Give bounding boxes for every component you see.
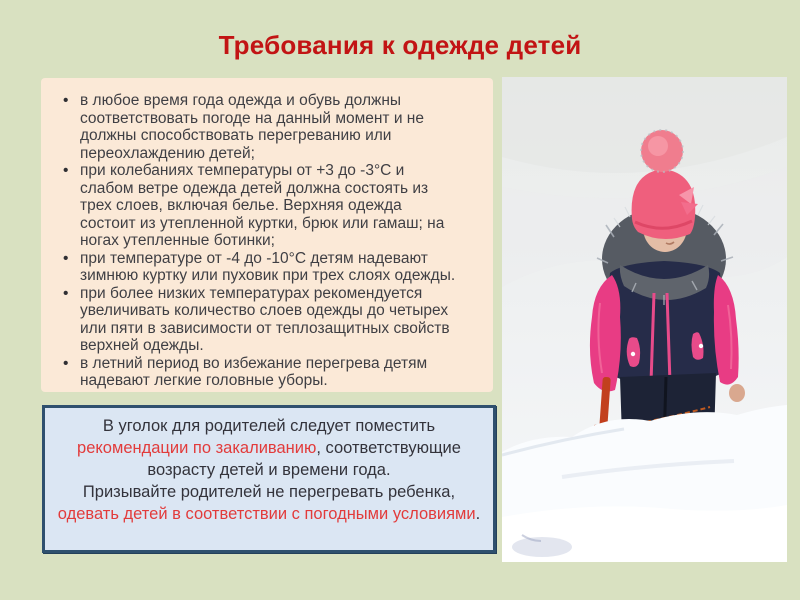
bullet-list: [41, 78, 493, 390]
requirements-box: [41, 78, 493, 392]
note-sentence-1: [55, 415, 483, 481]
note-text: В уголок для родителей следует поместить: [102, 417, 436, 435]
note-text: , соответствующие возрасту детей и времени года.: [147, 439, 461, 479]
bullet-item: • в любое время года одежда и обувь должны соответствовать погоде на данный момент и не должны способствовать перегреванию или переохлаждению детей;: [61, 92, 457, 162]
child-hand: [729, 384, 745, 402]
parents-note-box: [42, 405, 496, 553]
page-title: Требования к одежде детей: [218, 30, 582, 60]
bullet-item: • при колебаниях температуры от +3 до -3°С и слабом ветре одежда детей должна состоять из трех слоев, включая белье. Верхняя одежда состоит из утепленной куртки, брюк или гамаш; на ногах утепленные ботинки;: [61, 162, 457, 250]
bullet-item: • при более низких температурах рекомендуется увеличивать количество слоев одежды до четырех или пяти в зависимости от теплозащитных свойств верхней одежды.: [61, 285, 457, 355]
pom-pom: [641, 130, 683, 172]
bullet-item: • при температуре от -4 до -10°С детям надевают зимнюю куртку или пуховик при трех слоях одежды.: [61, 250, 457, 285]
note-text-accent: одевать детей в соответствии с погодными условиями: [57, 505, 476, 523]
winter-photo: [502, 77, 787, 562]
note-text-accent: рекомендации по закаливанию: [77, 439, 317, 457]
note-text: Призывайте родителей не перегревать ребенка,: [82, 483, 456, 501]
note-sentence-2: [55, 481, 483, 525]
bullet-item: • в летний период во избежание перегрева детям надевают легкие головные уборы.: [61, 355, 457, 390]
child-in-snow-illustration: [502, 77, 787, 562]
note-text: .: [475, 505, 481, 523]
